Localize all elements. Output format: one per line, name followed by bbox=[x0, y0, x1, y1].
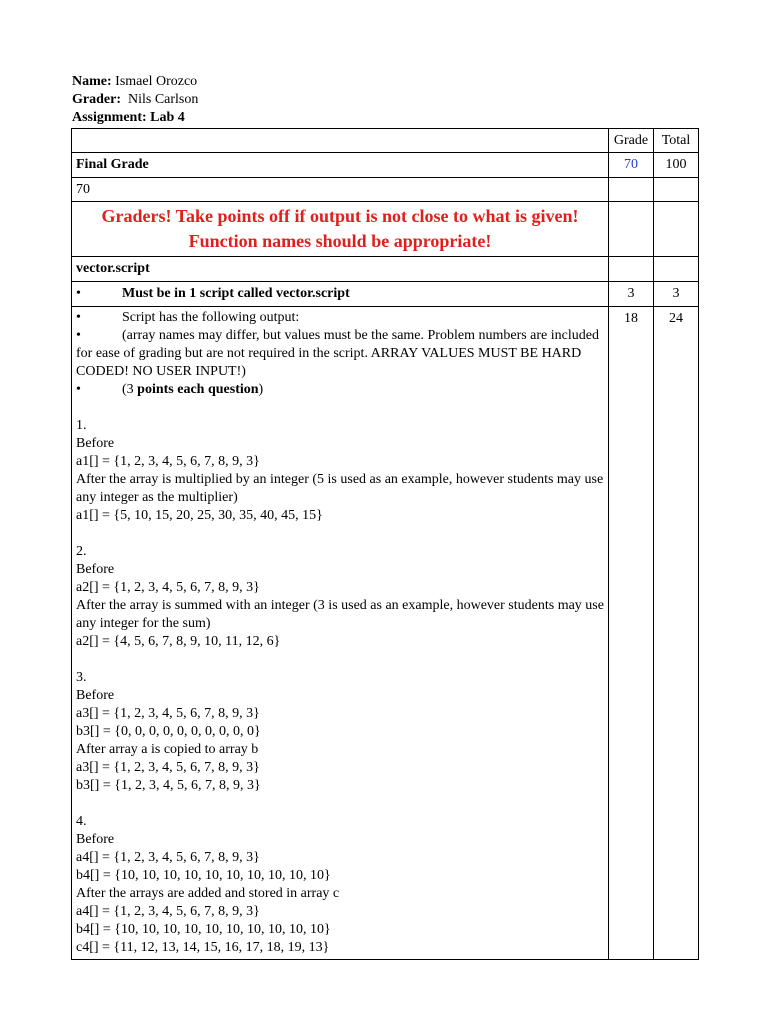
question-line: b4[] = {10, 10, 10, 10, 10, 10, 10, 10, 10, 10} bbox=[76, 922, 331, 937]
output-grade[interactable]: 18 bbox=[609, 307, 654, 960]
question-line: 4. bbox=[76, 814, 87, 829]
question-line: a1[] = {5, 10, 15, 20, 25, 30, 35, 40, 45, 15} bbox=[76, 508, 323, 523]
empty-cell bbox=[654, 202, 699, 257]
question-line: a4[] = {1, 2, 3, 4, 5, 6, 7, 8, 9, 3} bbox=[76, 850, 260, 865]
question-line: 1. bbox=[76, 418, 87, 433]
points-note: (3 points each question) bbox=[122, 382, 264, 397]
comment-row bbox=[72, 178, 699, 202]
grader-comment[interactable]: 70 bbox=[72, 178, 609, 202]
assignment-label: Assignment: Lab 4 bbox=[72, 110, 185, 125]
empty-cell bbox=[654, 178, 699, 202]
question-3 bbox=[76, 669, 604, 795]
question-line: a1[] = {1, 2, 3, 4, 5, 6, 7, 8, 9, 3} bbox=[76, 454, 260, 469]
question-line: a3[] = {1, 2, 3, 4, 5, 6, 7, 8, 9, 3} bbox=[76, 706, 260, 721]
bullet-icon: • bbox=[76, 310, 81, 325]
final-grade-value[interactable]: 70 bbox=[609, 153, 654, 178]
final-grade-label: Final Grade bbox=[72, 153, 609, 178]
requirement-row bbox=[72, 282, 699, 307]
requirement-cell bbox=[72, 282, 609, 307]
question-line: a4[] = {1, 2, 3, 4, 5, 6, 7, 8, 9, 3} bbox=[76, 904, 260, 919]
bullet-icon: • bbox=[76, 382, 81, 397]
question-line: After the array is summed with an integer (3 is used as an example, however students may use any integer for the sum) bbox=[76, 598, 608, 631]
question-line: b3[] = {1, 2, 3, 4, 5, 6, 7, 8, 9, 3} bbox=[76, 778, 261, 793]
name-line bbox=[72, 73, 198, 91]
empty-cell bbox=[609, 202, 654, 257]
grader-label: Grader: bbox=[72, 92, 121, 107]
requirement-text: Must be in 1 script called vector.script bbox=[122, 286, 350, 301]
grader-name: Nils Carlson bbox=[120, 92, 199, 107]
document-header bbox=[72, 73, 198, 127]
bullet-icon: • bbox=[76, 286, 81, 301]
grader-warning: Graders! Take points off if output is not close to what is given! Function names should be appropriate! bbox=[72, 202, 609, 257]
empty-cell bbox=[609, 178, 654, 202]
question-4 bbox=[76, 813, 604, 957]
question-line: 2. bbox=[76, 544, 87, 559]
question-2 bbox=[76, 543, 608, 651]
bullet-icon: • bbox=[76, 328, 81, 343]
section-row bbox=[72, 257, 699, 282]
question-line: Before bbox=[76, 688, 115, 703]
question-line: Before bbox=[76, 832, 115, 847]
question-line: Before bbox=[76, 562, 115, 577]
output-requirement-cell bbox=[72, 307, 609, 960]
question-line: a2[] = {4, 5, 6, 7, 8, 9, 10, 11, 12, 6} bbox=[76, 634, 281, 649]
section-title: vector.script bbox=[72, 257, 609, 282]
requirement-row bbox=[72, 307, 699, 960]
final-grade-row bbox=[72, 153, 699, 178]
question-line: a3[] = {1, 2, 3, 4, 5, 6, 7, 8, 9, 3} bbox=[76, 760, 260, 775]
student-name: Ismael Orozco bbox=[111, 74, 198, 89]
grade-column-header: Grade bbox=[609, 129, 654, 153]
grader-line bbox=[72, 91, 198, 109]
table-header-row bbox=[72, 129, 699, 153]
empty-header-cell bbox=[72, 129, 609, 153]
question-line: c4[] = {11, 12, 13, 14, 15, 16, 17, 18, 19, 13} bbox=[76, 940, 330, 955]
question-line: a2[] = {1, 2, 3, 4, 5, 6, 7, 8, 9, 3} bbox=[76, 580, 260, 595]
question-line: After array a is copied to array b bbox=[76, 742, 259, 757]
requirement-total: 3 bbox=[654, 282, 699, 307]
question-line: b4[] = {10, 10, 10, 10, 10, 10, 10, 10, 10, 10} bbox=[76, 868, 331, 883]
question-1 bbox=[76, 417, 607, 525]
total-column-header: Total bbox=[654, 129, 699, 153]
question-line: After the array is multiplied by an integer (5 is used as an example, however students may use any integer as the multiplier) bbox=[76, 472, 607, 505]
question-line: 3. bbox=[76, 670, 87, 685]
assignment-line bbox=[72, 109, 198, 127]
grading-table bbox=[71, 128, 699, 960]
requirement-note-first: (array names may differ, but values must be the same. Problem numbers are bbox=[122, 328, 548, 343]
requirement-grade[interactable]: 3 bbox=[609, 282, 654, 307]
question-line: Before bbox=[76, 436, 115, 451]
final-grade-total: 100 bbox=[654, 153, 699, 178]
warning-row bbox=[72, 202, 699, 257]
empty-cell bbox=[609, 257, 654, 282]
output-total: 24 bbox=[654, 307, 699, 960]
question-line: b3[] = {0, 0, 0, 0, 0, 0, 0, 0, 0, 0} bbox=[76, 724, 261, 739]
empty-cell bbox=[654, 257, 699, 282]
requirement-note-rest: included for ease of grading but are not required in the script. ARRAY VALUES MUST BE HARD CODED! NO USER INPUT!) bbox=[76, 328, 599, 379]
requirement-text: Script has the following output: bbox=[122, 310, 300, 325]
name-label: Name: bbox=[72, 74, 112, 89]
question-line: After the arrays are added and stored in array c bbox=[76, 886, 340, 901]
requirement-note bbox=[76, 327, 604, 381]
